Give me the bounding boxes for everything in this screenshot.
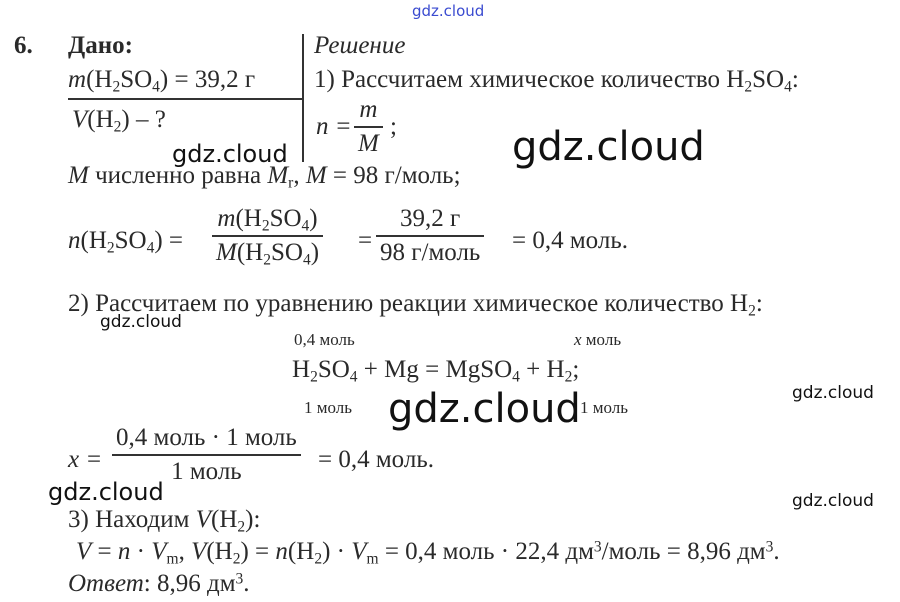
x-result: = 0,4 моль. bbox=[318, 446, 434, 473]
problem-number: 6. bbox=[14, 32, 33, 59]
solution-heading: Решение bbox=[314, 32, 406, 59]
watermark-top: gdz.cloud bbox=[412, 2, 485, 20]
molar-mass-line: M численно равна $M_r$, M = 98 г/моль; bbox=[68, 162, 461, 192]
given-divider bbox=[68, 98, 304, 100]
reaction-equation: $H_2SO_4 + Mg$ = MgSO$_4$ + $H_2$; bbox=[292, 356, 580, 386]
x-eq: x = bbox=[68, 446, 103, 473]
watermark: gdz.cloud bbox=[792, 383, 874, 403]
reaction-amount-below-right: 1 моль bbox=[580, 398, 629, 417]
step1-text: 1) Рассчитаем химическое количество $H_2SO_4$: bbox=[314, 66, 799, 96]
step1-equals: = bbox=[358, 227, 373, 254]
watermark: gdz.cloud bbox=[48, 478, 164, 506]
reaction-amount-below-left: 1 моль bbox=[304, 398, 353, 417]
answer-line: Ответ: 8,96 $дм^3$. bbox=[68, 570, 250, 597]
step1-n-eq: n = bbox=[316, 113, 352, 140]
step1-formula-fraction: m M bbox=[354, 96, 383, 158]
given-separator bbox=[302, 34, 304, 162]
step1-calc-left: $n(H_2SO_4)$ = bbox=[68, 227, 184, 257]
step1-calc-fraction: $m(H_2SO_4)$ $M(H_2SO_4)$ bbox=[212, 205, 323, 267]
watermark-large: gdz.cloud bbox=[388, 386, 581, 432]
reaction-amount-above-right: x моль bbox=[574, 330, 622, 349]
watermark: gdz.cloud bbox=[172, 140, 288, 168]
given-mass: $m(H_2SO_4) = 39,2$ г bbox=[68, 66, 256, 96]
watermark-large: gdz.cloud bbox=[512, 124, 705, 170]
x-fraction: 0,4 моль · 1 моль 1 моль bbox=[112, 424, 301, 486]
watermark: gdz.cloud bbox=[100, 312, 182, 332]
watermark: gdz.cloud bbox=[792, 491, 874, 511]
step3-formula: $V = n \cdot V_m$, $V(H_2) = n(H_2) \cdot V_m = 0,4$ моль · 22,4 $дм^3$/моль = 8,96 $дм^3$. bbox=[76, 538, 780, 568]
step1-value-fraction: 39,2 г 98 г/моль bbox=[376, 205, 484, 267]
reaction-amount-above-left: 0,4 моль bbox=[294, 330, 355, 349]
step3-text: 3) Находим $V(H_2)$: bbox=[68, 506, 261, 536]
given-heading: Дано: bbox=[68, 32, 133, 59]
step2-text: 2) Рассчитаем по уравнению реакции химическое количество $H_2$: bbox=[68, 290, 763, 320]
step1-result: = 0,4 моль. bbox=[512, 227, 628, 254]
given-find: $V(H_2)$ – ? bbox=[72, 106, 166, 136]
step1-semicolon: ; bbox=[390, 113, 397, 140]
